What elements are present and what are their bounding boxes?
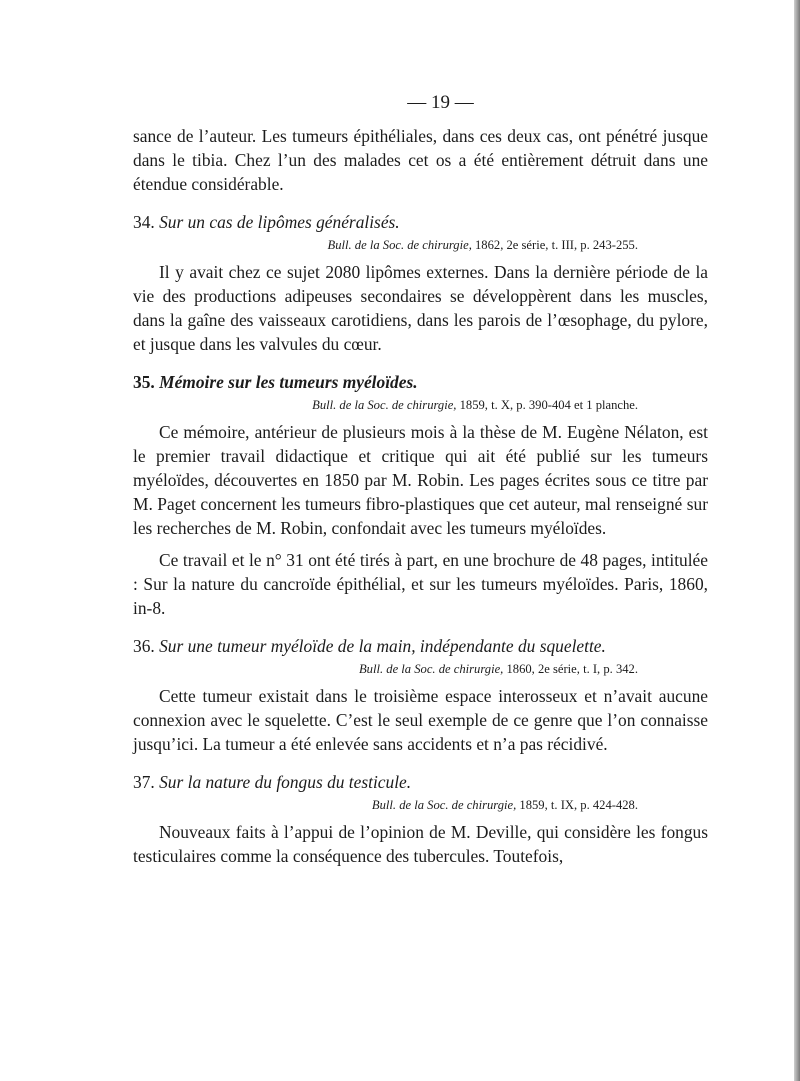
entry-title: Mémoire sur les tumeurs myéloïdes.	[159, 372, 418, 392]
entry-number: 36.	[133, 636, 155, 656]
page-number: — 19 —	[407, 92, 474, 113]
body-paragraph: Ce mémoire, antérieur de plusieurs mois à la thèse de M. Eugène Nélaton, est le premier travail didactique et critique qui ait été publié sur les tumeurs myéloïdes, découvertes en 1850 par M. Robin. Les pages écrites sous ce titre par M. Paget concernent les tumeurs fibro-plastiques que cet auteur, mal renseigné sur les recherches de M. Robin, confondait avec les tumeurs myéloïdes.	[133, 422, 708, 538]
bibliographic-reference	[133, 396, 708, 414]
entry-title: Sur la nature du fongus du testicule.	[159, 772, 412, 792]
entry-heading	[133, 770, 708, 794]
reference-details: 1859, t. X, p. 390-404 et 1 planche.	[456, 398, 638, 412]
entry-number: 35.	[133, 372, 155, 392]
body-paragraph: Ce travail et le n° 31 ont été tirés à part, en une brochure de 48 pages, intitulée : Sur la nature du cancroïde épithélial, et sur les tumeurs myéloïdes. Paris, 1860, in-8.	[133, 550, 708, 618]
entry-heading	[133, 210, 708, 234]
body-paragraph: Nouveaux faits à l’appui de l’opinion de M. Deville, qui considère les fongus testiculaires comme la conséquence des tubercules. Toutefois,	[133, 822, 708, 866]
body-paragraph: sance de l’auteur. Les tumeurs épithéliales, dans ces deux cas, ont pénétré jusque dans le tibia. Chez l’un des malades cet os a été entièrement détruit dans une étendue considérable.	[133, 126, 708, 194]
entry-title: Sur un cas de lipômes généralisés.	[159, 212, 400, 232]
reference-details: 1860, 2e série, t. I, p. 342.	[503, 662, 638, 676]
body-paragraph: Il y avait chez ce sujet 2080 lipômes externes. Dans la dernière période de la vie des productions adipeuses secondaires se développèrent dans les muscles, dans la gaîne des vaisseaux carotidiens, dans les parois de l’œsophage, du pylore, et jusque dans les valvules du cœur.	[133, 262, 708, 354]
entry-heading	[133, 370, 708, 394]
reference-source: Bull. de la Soc. de chirurgie,	[327, 238, 472, 252]
reference-details: 1859, t. IX, p. 424-428.	[516, 798, 638, 812]
entry-heading	[133, 634, 708, 658]
entry-number: 37.	[133, 772, 155, 792]
bibliographic-reference	[133, 796, 708, 814]
entry-number: 34.	[133, 212, 155, 232]
reference-source: Bull. de la Soc. de chirurgie,	[371, 798, 517, 812]
reference-source: Bull. de la Soc. de chirurgie,	[358, 662, 504, 676]
page-edge-shadow	[794, 0, 800, 1081]
bibliographic-reference	[133, 660, 708, 678]
page-content	[133, 92, 708, 868]
entry-title: Sur une tumeur myéloïde de la main, indépendante du squelette.	[159, 636, 606, 656]
body-paragraph: Cette tumeur existait dans le troisième espace interosseux et n’avait aucune connexion avec le squelette. C’est le seul exemple de ce genre que l’on connaisse jusqu’ici. La tumeur a été enlevée sans accidents et n’a pas récidivé.	[133, 686, 708, 754]
bibliographic-reference	[133, 236, 708, 254]
reference-details: 1862, 2e série, t. III, p. 243-255.	[471, 238, 638, 252]
reference-source: Bull. de la Soc. de chirurgie,	[312, 398, 457, 412]
paragraph-gap	[133, 540, 708, 548]
